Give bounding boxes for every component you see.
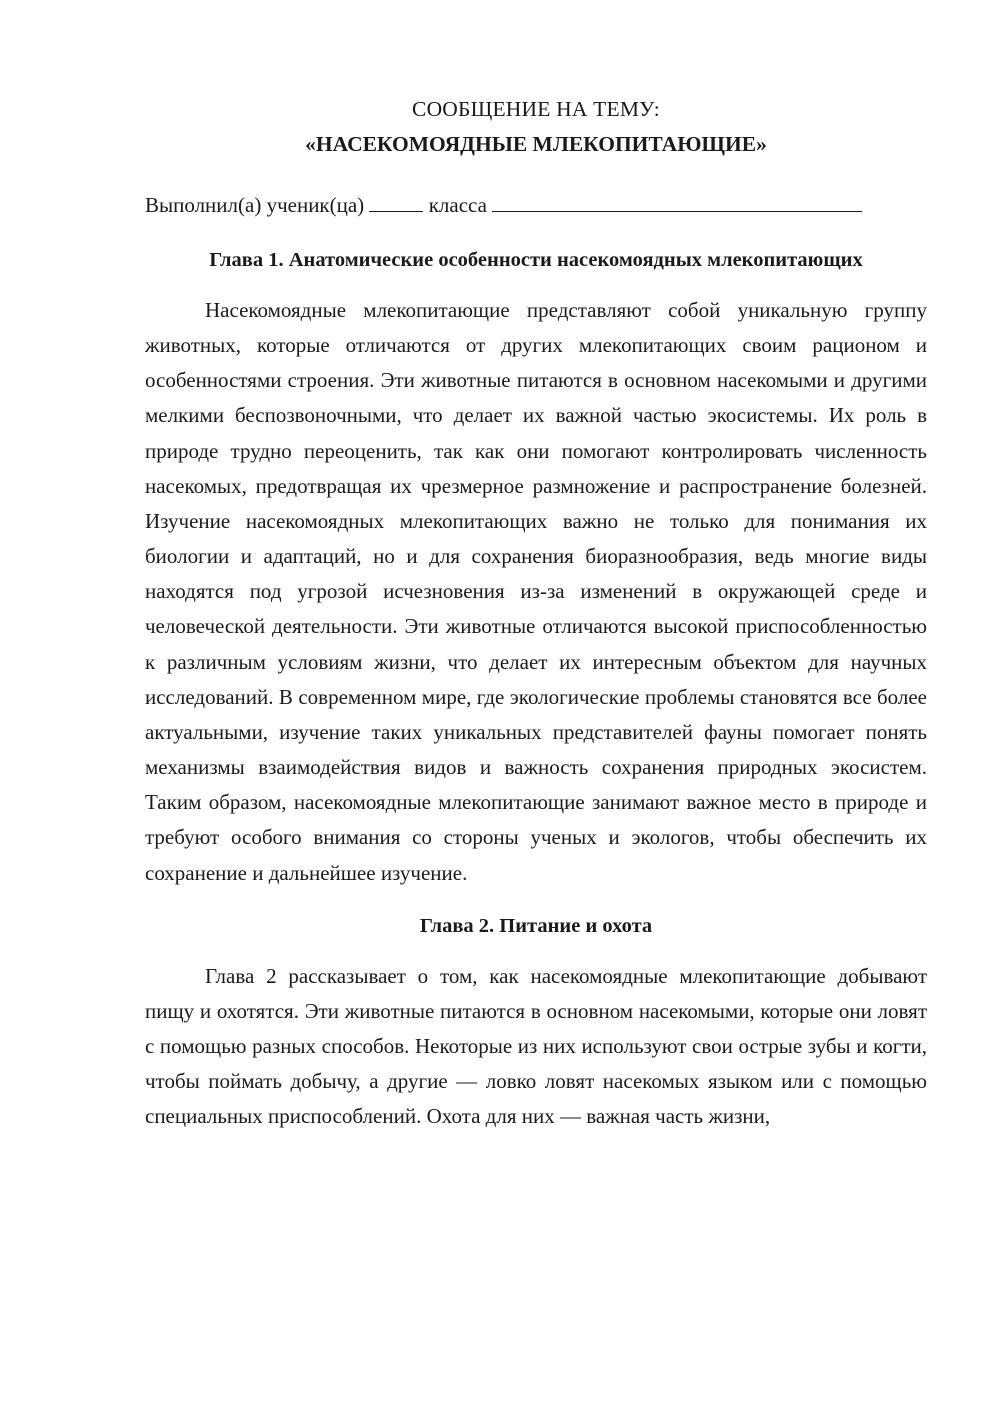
class-number-blank: [369, 191, 423, 212]
author-class-label: класса: [428, 193, 487, 217]
chapter-2-heading: Глава 2. Питание и охота: [419, 914, 653, 937]
document-title: «НАСЕКОМОЯДНЫЕ МЛЕКОПИТАЮЩИЕ»: [305, 132, 767, 156]
document-page: [145, 92, 927, 1134]
chapter-1-paragraph: Насекомоядные млекопитающие представляют собой уникальную группу животных, которые отличаются от других млекопитающих своим рационом и особенностями строения. Эти животные питаются в основном насекомыми и другими мелкими беспозвоночными, что делает их важной частью экосистемы. Их роль в природе трудно переоценить, так как они помогают контролировать численность насекомых, предотвращая их чрезмерное размножение и распространение болезней. Изучение насекомоядных млекопитающих важно не только для понимания их биологии и адаптаций, но и для сохранения биоразнообразия, ведь многие виды находятся под угрозой исчезновения из-за изменений в окружающей среде и человеческой деятельности. Эти животные отличаются высокой приспособленностью к различным условиям жизни, что делает их интересным объектом для научных исследований. В современном мире, где экологические проблемы становятся все более актуальными, изучение таких уникальных представителей фауны помогает понять механизмы взаимодействия видов и важность сохранения природных экосистем. Таким образом, насекомоядные млекопитающие занимают важное место в природе и требуют особого внимания со стороны ученых и экологов, чтобы обеспечить их сохранение и дальнейшее изучение.: [145, 298, 927, 885]
chapter-1-heading: Глава 1. Анатомические особенности насекомоядных млекопитающих: [209, 249, 863, 271]
chapter-2-paragraph: Глава 2 рассказывает о том, как насекомоядные млекопитающие добывают пищу и охотятся. Эти животные питаются в основном насекомыми, которые они ловят с помощью разных способов. Некоторые из них используют свои острые зубы и когти, чтобы поймать добычу, а другие — ловко ловят насекомых языком или с помощью специальных приспособлений. Охота для них — важная часть жизни,: [145, 963, 927, 1129]
student-name-blank: [492, 191, 862, 212]
title-line-1: СООБЩЕНИЕ НА ТЕМУ:: [412, 97, 660, 121]
author-student-label: Выполнил(а) ученик(ца): [145, 193, 365, 217]
author-line: [145, 188, 927, 223]
